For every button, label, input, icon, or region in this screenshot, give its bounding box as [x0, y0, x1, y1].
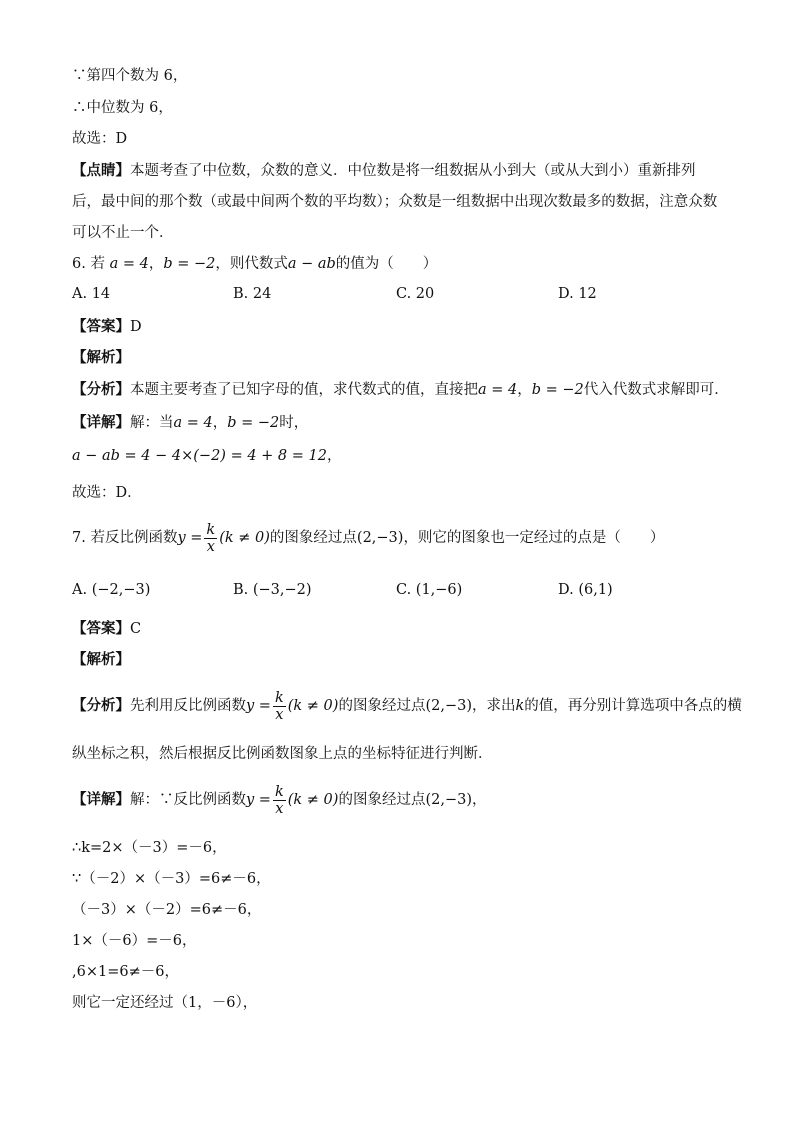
q7-jiexi: 【解析】: [72, 651, 130, 668]
q7-answer-tag: 【答案】: [72, 620, 130, 637]
q6-xiangjie-b: 时，: [279, 415, 309, 431]
q7-fenxi: [72, 688, 742, 724]
q6-option-c: C. 20: [396, 286, 435, 302]
q7-option-d: D. (6,1): [558, 582, 613, 598]
q7-stem: [72, 520, 664, 556]
q7-fenxi-d: 的值，再分别计算选项中各点的横: [524, 698, 742, 714]
q6-fenxi: [72, 380, 729, 400]
q7-fenxi-frac-num: k: [274, 689, 284, 706]
q7-option-a: A. (−2,−3): [72, 582, 151, 598]
q7-fenxi-k: k: [515, 698, 525, 714]
q6-jiexi: 【解析】: [72, 349, 130, 366]
q7-stem-c: ，则它的图象也一定经过的点是（ ）: [403, 530, 665, 546]
q7-fenxi-y-eq: y =: [246, 698, 271, 714]
q6-xiangjie: [72, 413, 308, 433]
q7-xiangjie-tag: 【详解】: [72, 791, 130, 808]
q6-option-d: D. 12: [558, 286, 597, 302]
q7-xiangjie-point: (2,−3): [425, 792, 472, 808]
q7-fenxi-frac-den: x: [275, 706, 284, 723]
q6-b-eq: b = −2: [163, 256, 216, 272]
q6-a-eq: a = 4: [109, 256, 149, 272]
q7-xiangjie: [72, 782, 486, 818]
q6-sep: ，: [148, 256, 164, 272]
q7-xiangjie-a: 解：∵反比例函数: [130, 792, 246, 808]
q7-fenxi-fraction: [273, 690, 286, 723]
q7-fenxi-cont: 纵坐标之积，然后根据反比例函数图象上点的坐标特征进行判断．: [72, 746, 493, 762]
q6-answer-tag: 【答案】: [72, 318, 130, 335]
q7-answer: [72, 619, 141, 639]
dianjing-text: 本题考查了中位数，众数的意义．中位数是将一组数据从小到大（或从大到小）重新排列后，最中间的那个数（或最中间两个数的平均数）；众数是一组数据中出现次数最多的数据，注意众数可以不止一个．: [72, 163, 718, 241]
q7-frac-den: x: [206, 538, 215, 555]
text-line-2: ∴中位数为 6，: [72, 100, 173, 116]
q7-stem-a: 7. 若反比例函数: [72, 530, 178, 546]
q7-fraction: [204, 522, 217, 555]
q6-fenxi-sep: ，: [517, 382, 532, 398]
q6-stem: [72, 254, 437, 274]
q7-xiangjie-c: ，: [471, 792, 487, 808]
q6-xiangjie-tag: 【详解】: [72, 414, 130, 431]
q6-fenxi-a-eq: a = 4: [478, 382, 518, 398]
q6-xiangjie-a-eq: a = 4: [173, 415, 213, 431]
q7-option-b: B. (−3,−2): [233, 582, 312, 598]
dianjing-tag: 【点睛】: [72, 162, 130, 179]
q7-fenxi-c: ，求出: [471, 698, 516, 714]
q6-xiangjie-b-eq: b = −2: [227, 415, 280, 431]
q7-xiangjie-frac-num: k: [274, 783, 284, 800]
q7-point: (2,−3): [356, 530, 404, 546]
q6-calc-end: ，: [326, 448, 342, 464]
q6-fenxi-tag: 【分析】: [72, 381, 130, 398]
q7-fenxi-point: (2,−3): [425, 698, 472, 714]
q7-fenxi-b: 的图象经过点: [338, 698, 426, 714]
q7-stem-b: 的图象经过点: [269, 530, 357, 546]
text-line-1: ∵第四个数为 6，: [72, 68, 188, 84]
q7-step-3: （－3）×（－2）=6≠－6，: [72, 902, 262, 918]
q7-option-c: C. (1,−6): [396, 582, 463, 598]
q6-xiangjie-sep: ，: [212, 415, 228, 431]
q7-y-eq: y =: [177, 530, 203, 546]
q7-answer-value: C: [130, 621, 142, 637]
q7-fenxi-tag: 【分析】: [72, 697, 130, 714]
q7-xiangjie-frac-den: x: [275, 800, 284, 817]
q6-fenxi-a: 本题主要考查了已知字母的值，求代数式的值，直接把: [130, 382, 478, 398]
dianjing-paragraph: [72, 155, 722, 249]
q6-xiangjie-a: 解：当: [130, 415, 174, 431]
q6-calc-expr: a − ab = 4 − 4×(−2) = 4 + 8 = 12: [72, 448, 327, 464]
q6-option-b: B. 24: [233, 286, 272, 302]
q6-stem-a: 6. 若: [72, 256, 105, 272]
q6-fenxi-b-eq: b = −2: [531, 382, 584, 398]
q6-answer: [72, 317, 142, 337]
q7-frac-num: k: [206, 521, 216, 538]
q7-xiangjie-b: 的图象经过点: [338, 792, 426, 808]
text-line-3: 故选：D: [72, 131, 128, 147]
q6-stem-c: 的值为（ ）: [335, 256, 438, 272]
q7-cond: (k ≠ 0): [219, 530, 270, 546]
q6-calc: [72, 446, 341, 466]
q7-fenxi-a: 先利用反比例函数: [130, 698, 246, 714]
q7-xiangjie-y-eq: y =: [246, 792, 271, 808]
q6-option-a: A. 14: [72, 286, 111, 302]
q7-fenxi-cond: (k ≠ 0): [287, 698, 339, 714]
q6-expr: a − ab: [287, 256, 336, 272]
q7-step-5: ,6×1=6≠－6，: [72, 964, 179, 980]
q6-choose: 故选：D．: [72, 485, 142, 501]
q7-step-6: 则它一定还经过（1，－6），: [72, 995, 258, 1011]
q7-xiangjie-cond: (k ≠ 0): [287, 792, 339, 808]
q7-step-4: 1×（－6）=－6，: [72, 933, 197, 949]
q6-fenxi-b: 代入代数式求解即可．: [583, 382, 729, 398]
q7-step-1: ∴k=2×（－3）=－6，: [72, 840, 227, 856]
q7-step-2: ∵（－2）×（－3）=6≠－6，: [72, 871, 271, 887]
q7-xiangjie-fraction: [273, 784, 286, 817]
q6-answer-value: D: [130, 319, 142, 335]
q6-stem-b: ，则代数式: [215, 256, 288, 272]
